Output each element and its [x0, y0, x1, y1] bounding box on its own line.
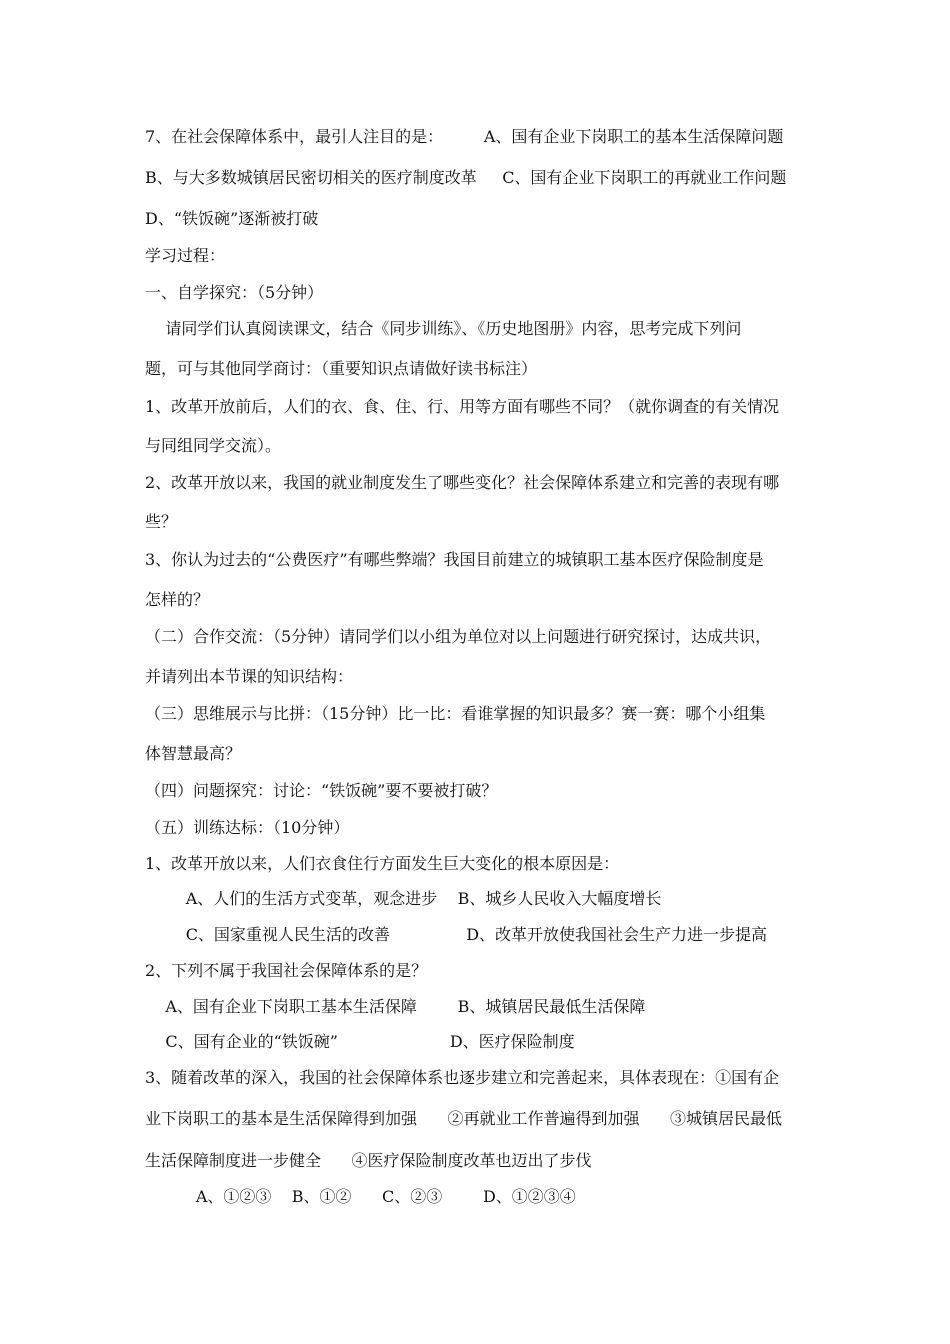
practice-question-1: 1、改革开放以来，人们衣食住行方面发生巨大变化的根本原因是：: [145, 854, 620, 873]
cooperation-section-line-2: 并请列出本节课的知识结构：: [145, 667, 354, 686]
competition-section-line-1: （三）思维展示与比拼：（15分钟）比一比：看谁掌握的知识最多？赛一赛：哪个小组集: [145, 704, 766, 723]
instruction-line-2: 题，可与其他同学商讨：（重要知识点请做好读书标注）: [145, 359, 538, 378]
study-question-1-line-2: 与同组同学交流）。: [145, 436, 282, 455]
practice-question-2-options-cd: C、国有企业的“铁饭碗” D、医疗保险制度: [145, 1032, 575, 1051]
study-question-3-line-2: 怎样的？: [145, 590, 210, 609]
discussion-section: （四）问题探究：讨论：“铁饭碗”要不要被打破？: [145, 781, 498, 800]
practice-question-1-options-ab: A、人们的生活方式变革，观念进步 B、城乡人民收入大幅度增长: [145, 889, 662, 908]
study-question-2-line-1: 2、改革开放以来，我国的就业制度发生了哪些变化？社会保障体系建立和完善的表现有哪: [145, 473, 780, 492]
practice-question-2-options-ab: A、国有企业下岗职工基本生活保障 B、城镇居民最低生活保障: [145, 997, 646, 1016]
cooperation-section-line-1: （二）合作交流：（5分钟）请同学们以小组为单位对以上问题进行研究探讨，达成共识，: [145, 627, 772, 646]
section-heading-self-study: 一、自学探究：（5分钟）: [145, 283, 324, 302]
practice-question-3-line-3: 生活保障制度进一步健全 ④医疗保险制度改革也迈出了步伐: [145, 1151, 592, 1170]
practice-question-3-line-1: 3、随着改革的深入，我国的社会保障体系也逐步建立和完善起来，具体表现在：①国有企: [145, 1068, 780, 1087]
study-question-3-line-1: 3、你认为过去的“公费医疗”有哪些弊端？我国目前建立的城镇职工基本医疗保险制度是: [145, 550, 764, 569]
question-7-line-2: B、与大多数城镇居民密切相关的医疗制度改革 C、国有企业下岗职工的再就业工作问题: [145, 168, 787, 187]
question-7-line-3: D、“铁饭碗”逐渐被打破: [145, 209, 319, 228]
practice-question-1-options-cd: C、国家重视人民生活的改善 D、改革开放使我国社会生产力进一步提高: [145, 925, 768, 944]
question-7-line-1: 7、在社会保障体系中，最引人注目的是： A、国有企业下岗职工的基本生活保障问题: [145, 127, 784, 146]
instruction-line-1: 请同学们认真阅读课文，结合《同步训练》、《历史地图册》内容，思考完成下列问: [145, 319, 742, 338]
study-question-1-line-1: 1、改革开放前后，人们的衣、食、住、行、用等方面有哪些不同？（就你调查的有关情况: [145, 397, 780, 416]
practice-question-2: 2、下列不属于我国社会保障体系的是？: [145, 961, 428, 980]
practice-question-3-line-2: 业下岗职工的基本是生活保障得到加强 ②再就业工作普遍得到加强 ③城镇居民最低: [145, 1109, 783, 1128]
section-heading-learning-process: 学习过程：: [145, 246, 226, 265]
practice-question-3-options: A、①②③ B、①② C、②③ D、①②③④: [145, 1187, 576, 1206]
competition-section-line-2: 体智慧最高？: [145, 744, 242, 763]
study-question-2-line-2: 些？: [145, 512, 178, 531]
practice-section-heading: （五）训练达标：（10分钟）: [145, 818, 350, 837]
